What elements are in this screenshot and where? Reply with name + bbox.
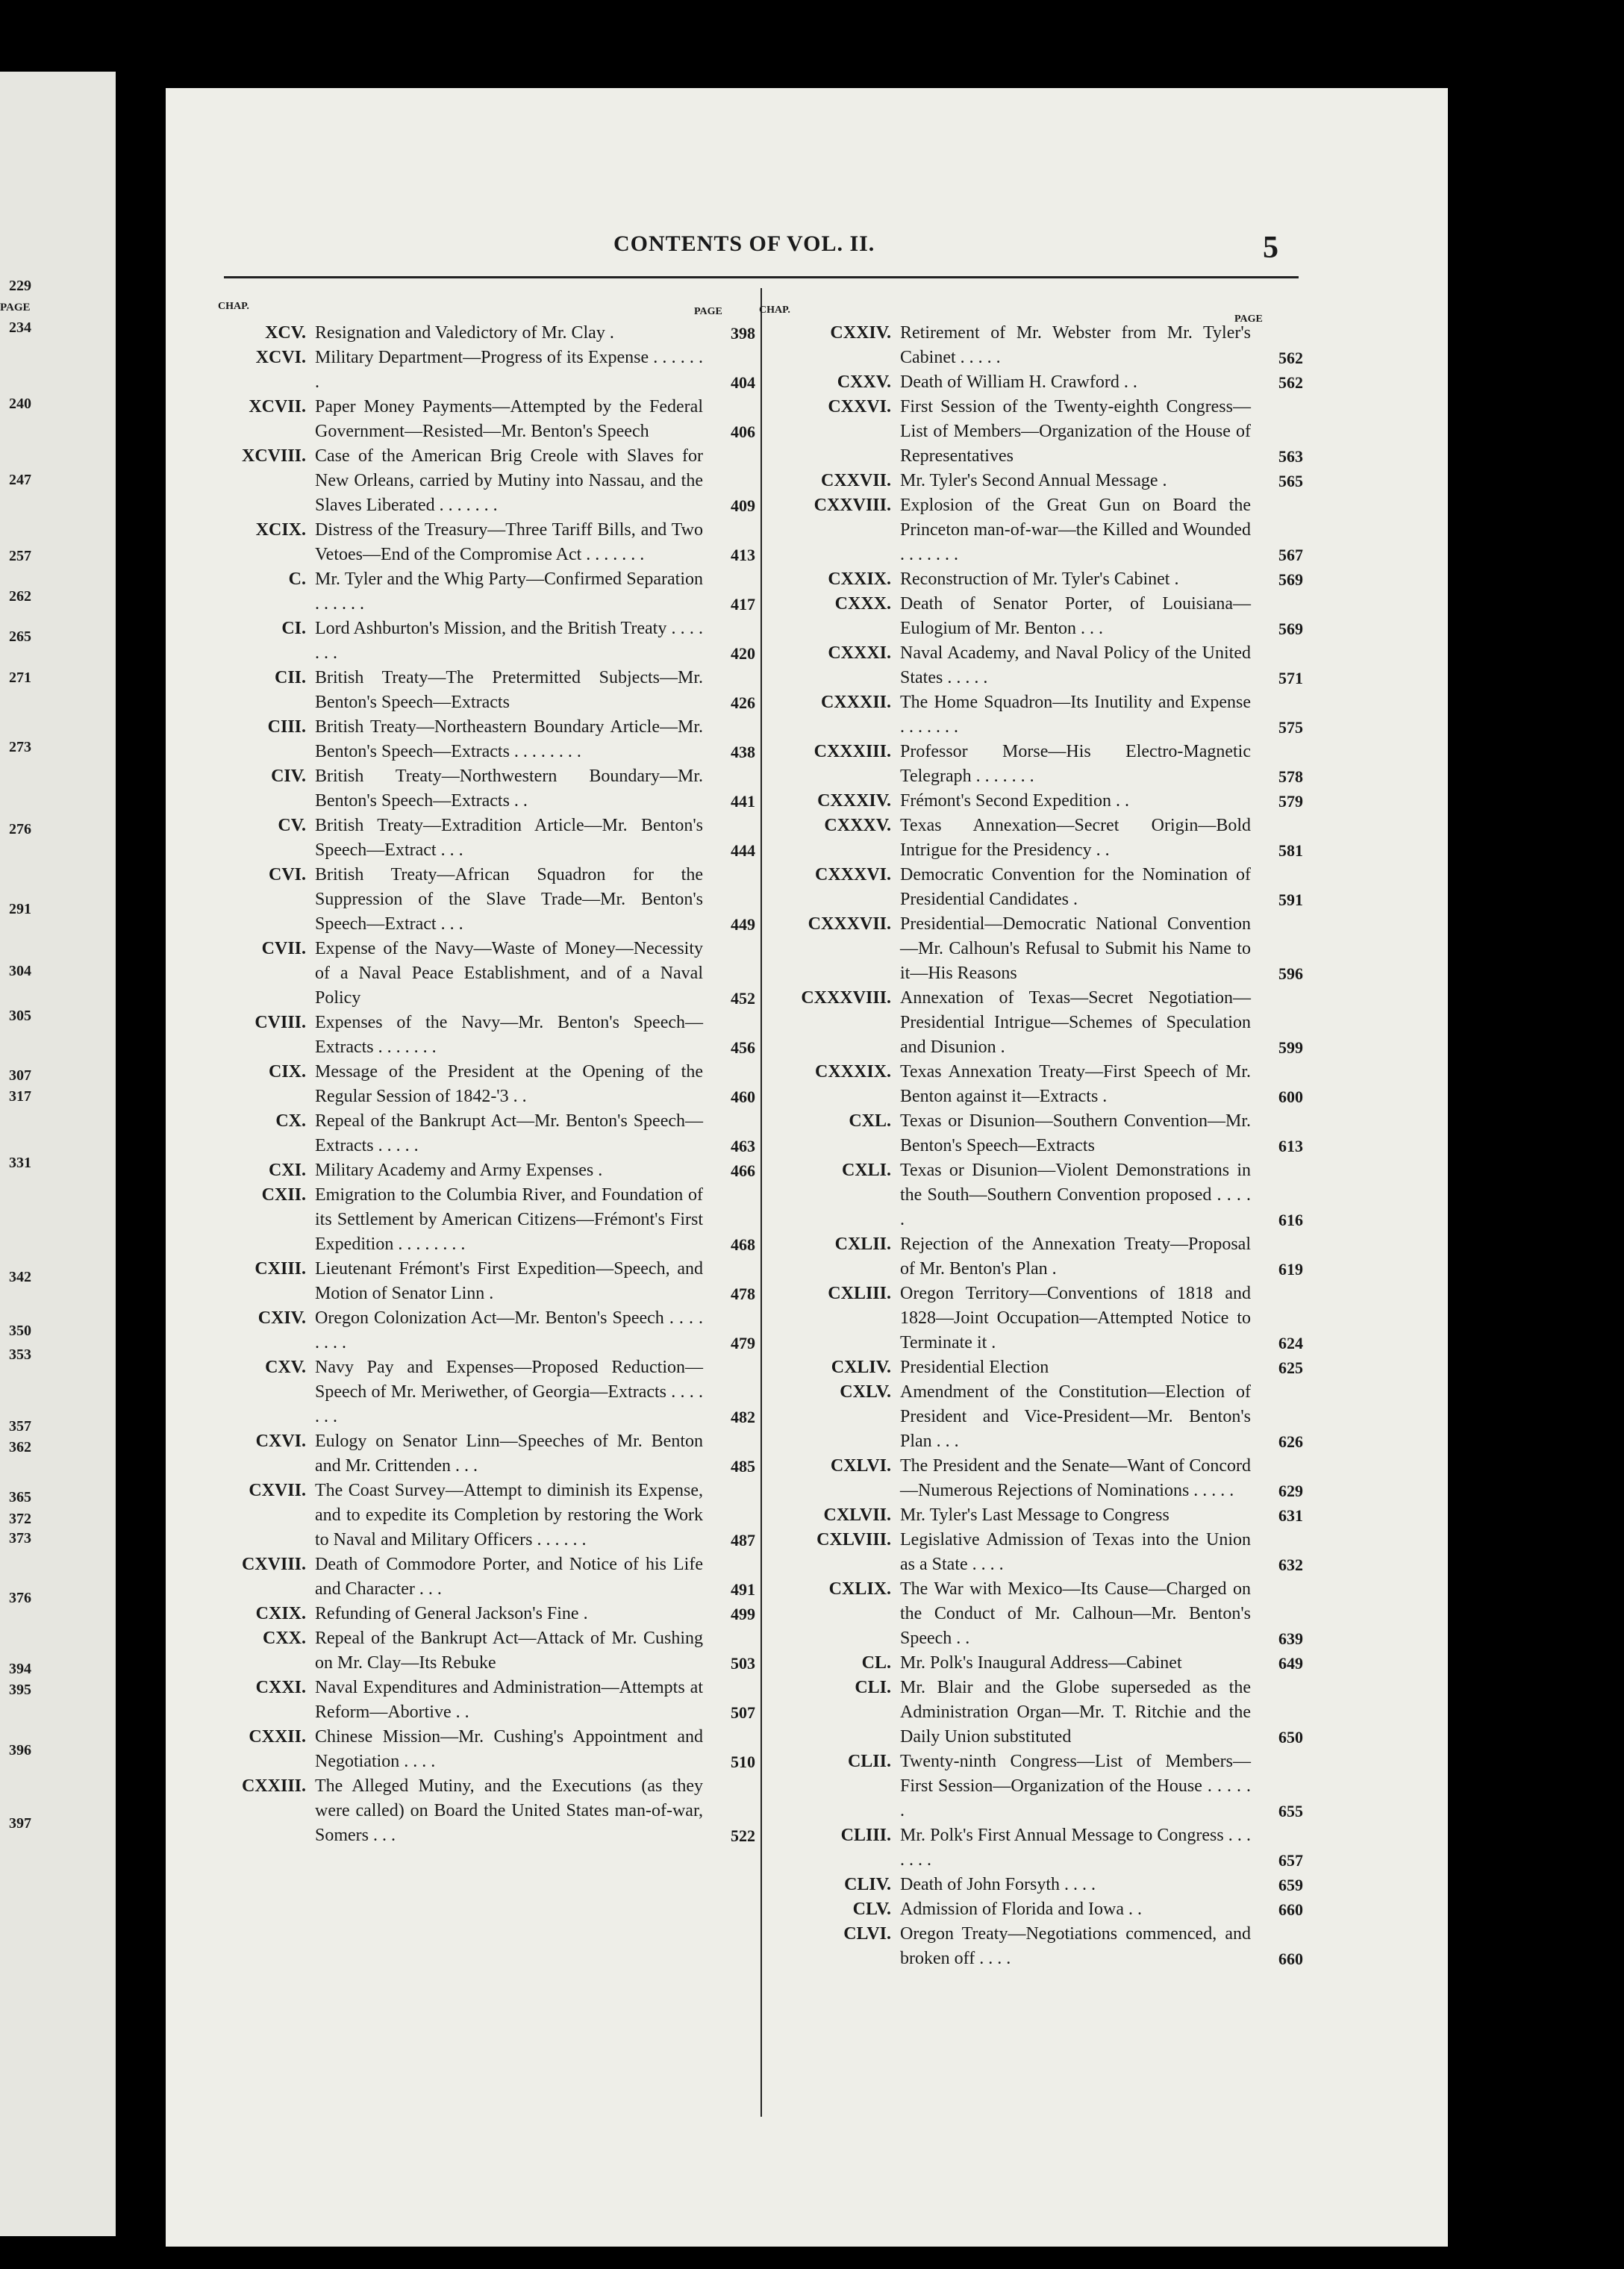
facing-page-number: 257: [9, 548, 31, 564]
chapter-title: Repeal of the Bankrupt Act—Attack of Mr. Cushing on Mr. Clay—Its Rebuke: [315, 1629, 703, 1673]
chapter-page: 660: [1278, 1900, 1303, 1919]
left-contents-column: [175, 321, 755, 1848]
chapter-number: CXXIX.: [828, 569, 891, 589]
chapter-title: Expenses of the Navy—Mr. Benton's Speech—Extracts . . . . . . .: [315, 1013, 703, 1057]
chapter-page: 438: [731, 743, 755, 761]
contents-entry: [757, 1676, 1303, 1750]
chapter-title: Mr. Tyler's Last Message to Congress: [900, 1505, 1169, 1525]
facing-page-number: 372: [9, 1511, 31, 1527]
chapter-page: 491: [731, 1580, 755, 1599]
facing-page-number: 276: [9, 821, 31, 837]
chapter-page: 485: [731, 1457, 755, 1476]
chapter-page: 629: [1278, 1482, 1303, 1500]
chapter-page: 567: [1278, 546, 1303, 564]
chapter-title: The President and the Senate—Want of Concord—Numerous Rejections of Nominations . . . . .: [900, 1456, 1251, 1500]
chapter-page: 499: [731, 1605, 755, 1623]
chapter-number: CXLII.: [834, 1235, 891, 1254]
facing-page-number: 394: [9, 1661, 31, 1677]
chapter-page: 468: [731, 1235, 755, 1254]
contents-entry: [757, 641, 1303, 690]
chapter-number: XCIX.: [255, 520, 306, 540]
contents-entry: [757, 1823, 1303, 1873]
contents-entry: [175, 666, 755, 715]
chapter-number: CXII.: [261, 1185, 306, 1205]
chapter-number: CXXXVIII.: [801, 988, 891, 1008]
contents-entry: [175, 1676, 755, 1725]
chapter-page: 624: [1278, 1334, 1303, 1352]
chapter-number: CXLIX.: [828, 1579, 891, 1599]
chapter-title: Retirement of Mr. Webster from Mr. Tyler's Cabinet . . . . .: [900, 323, 1251, 367]
chapter-title: Death of Senator Porter, of Louisiana—Eulogium of Mr. Benton . . .: [900, 594, 1251, 638]
facing-page-number: 350: [9, 1323, 31, 1339]
facing-page-number: 307: [9, 1067, 31, 1084]
chapter-page: 565: [1278, 472, 1303, 490]
chapter-title: Rejection of the Annexation Treaty—Proposal of Mr. Benton's Plan .: [900, 1235, 1251, 1279]
chapter-title: Military Academy and Army Expenses .: [315, 1161, 603, 1180]
facing-page-number: 265: [9, 628, 31, 645]
chapter-number: CXXXIX.: [815, 1062, 891, 1082]
chapter-number: CLIII.: [840, 1826, 891, 1845]
chapter-title: British Treaty—Northeastern Boundary Article—Mr. Benton's Speech—Extracts . . . . . . . .: [315, 717, 703, 761]
chapter-title: Oregon Territory—Conventions of 1818 and 1828—Joint Occupation—Attempted Notice to Terminate it .: [900, 1284, 1251, 1352]
contents-entry: [757, 912, 1303, 986]
chapter-title: British Treaty—African Squadron for the Suppression of the Slave Trade—Mr. Benton's Speech—Extract . . .: [315, 865, 703, 934]
chapter-page: 659: [1278, 1876, 1303, 1894]
chapter-number: CXXXV.: [824, 816, 891, 835]
facing-page-number: 273: [9, 739, 31, 755]
contents-page: [166, 88, 1448, 2247]
chapter-number: CXLVII.: [823, 1505, 891, 1525]
contents-entry: [757, 1922, 1303, 1971]
chapter-page: 619: [1278, 1260, 1303, 1279]
chapter-title: Amendment of the Constitution—Election of President and Vice-President—Mr. Benton's Plan . . .: [900, 1382, 1251, 1451]
chapter-number: CXLI.: [841, 1161, 891, 1180]
chapter-page: 632: [1278, 1555, 1303, 1574]
chapter-title: Refunding of General Jackson's Fine .: [315, 1604, 588, 1623]
contents-entry: [175, 1011, 755, 1060]
chapter-page: 452: [731, 989, 755, 1008]
contents-entry: [757, 1651, 1303, 1676]
contents-entry: [175, 1355, 755, 1429]
contents-entry: [175, 1306, 755, 1355]
chapter-title: Death of William H. Crawford . .: [900, 372, 1137, 392]
chapter-title: Mr. Polk's Inaugural Address—Cabinet: [900, 1653, 1182, 1673]
contents-entry: [757, 1232, 1303, 1282]
chapter-page: 655: [1278, 1802, 1303, 1820]
chapter-title: Naval Academy, and Naval Policy of the United States . . . . .: [900, 643, 1251, 687]
chapter-number: XCVIII.: [241, 446, 306, 466]
chapter-number: CXX.: [263, 1629, 306, 1648]
contents-entry: [757, 1873, 1303, 1897]
facing-page-header: PAGE: [0, 302, 31, 313]
chapter-page: 569: [1278, 570, 1303, 589]
chapter-page: 613: [1278, 1137, 1303, 1155]
contents-entry: [757, 469, 1303, 493]
chapter-number: CXIII.: [254, 1259, 306, 1279]
contents-entry: [757, 740, 1303, 789]
chapter-number: CXV.: [265, 1358, 306, 1377]
header-rule: [224, 276, 1299, 278]
chapter-page: 626: [1278, 1432, 1303, 1451]
chapter-page: 463: [731, 1137, 755, 1155]
chapter-number: CXLV.: [840, 1382, 891, 1402]
chapter-title: Navy Pay and Expenses—Proposed Reduction—Speech of Mr. Meriwether, of Georgia—Extracts . . . . . . .: [315, 1358, 703, 1426]
contents-entry: [175, 321, 755, 346]
contents-entry: [175, 1060, 755, 1109]
contents-entry: [757, 1750, 1303, 1823]
chapter-number: CXLVIII.: [816, 1530, 891, 1549]
right-page-header: PAGE: [1234, 313, 1263, 325]
chapter-title: Texas or Disunion—Violent Demonstrations in the South—Southern Convention proposed . . . . .: [900, 1161, 1251, 1229]
contents-entry: [757, 1577, 1303, 1651]
facing-page-number: 291: [9, 901, 31, 917]
chapter-number: CXLVI.: [830, 1456, 891, 1476]
contents-entry: [175, 814, 755, 863]
chapter-title: Mr. Tyler and the Whig Party—Confirmed Separation . . . . . .: [315, 569, 703, 614]
contents-entry: [175, 567, 755, 617]
chapter-title: Reconstruction of Mr. Tyler's Cabinet .: [900, 569, 1179, 589]
facing-page-number: 373: [9, 1530, 31, 1547]
chapter-title: The Home Squadron—Its Inutility and Expense . . . . . . .: [900, 693, 1251, 737]
chapter-page: 449: [731, 915, 755, 934]
page-title: CONTENTS OF VOL. II.: [613, 231, 875, 256]
contents-entry: [757, 395, 1303, 469]
chapter-number: XCVII.: [249, 397, 306, 416]
chapter-title: Lord Ashburton's Mission, and the British Treaty . . . . . . .: [315, 619, 703, 663]
chapter-page: 616: [1278, 1211, 1303, 1229]
left-chap-header: CHAP.: [218, 301, 249, 312]
chapter-page: 571: [1278, 669, 1303, 687]
facing-page-number: 365: [9, 1489, 31, 1505]
chapter-number: CXXV.: [837, 372, 891, 392]
chapter-page: 563: [1278, 447, 1303, 466]
chapter-title: British Treaty—Extradition Article—Mr. Benton's Speech—Extract . . .: [315, 816, 703, 860]
chapter-number: CXXVII.: [820, 471, 891, 490]
chapter-page: 456: [731, 1038, 755, 1057]
right-contents-column: [757, 321, 1303, 1971]
chapter-title: Paper Money Payments—Attempted by the Federal Government—Resisted—Mr. Benton's Speech: [315, 397, 703, 441]
contents-entry: [175, 617, 755, 666]
chapter-title: Mr. Polk's First Annual Message to Congress . . . . . . .: [900, 1826, 1251, 1870]
chapter-number: CXXXIII.: [813, 742, 891, 761]
chapter-number: CXVI.: [255, 1432, 306, 1451]
chapter-page: 575: [1278, 718, 1303, 737]
chapter-title: Message of the President at the Opening of the Regular Session of 1842-'3 . .: [315, 1062, 703, 1106]
contents-entry: [757, 986, 1303, 1060]
facing-page-number: 240: [9, 396, 31, 412]
chapter-title: Presidential Election: [900, 1358, 1049, 1377]
chapter-number: CXXVIII.: [813, 496, 891, 515]
contents-entry: [757, 1528, 1303, 1577]
chapter-number: CV.: [278, 816, 306, 835]
chapter-page: 413: [731, 546, 755, 564]
chapter-title: Case of the American Brig Creole with Slaves for New Orleans, carried by Mutiny into Nassau, and the Slaves Liberated . . . . . . .: [315, 446, 703, 515]
chapter-number: C.: [288, 569, 306, 589]
contents-entry: [757, 1158, 1303, 1232]
facing-page-number: 395: [9, 1682, 31, 1698]
chapter-page: 569: [1278, 619, 1303, 638]
facing-page-number: 304: [9, 963, 31, 979]
chapter-number: CXVII.: [249, 1481, 306, 1500]
chapter-title: Explosion of the Great Gun on Board the Princeton man-of-war—the Killed and Wounded . . . . . . .: [900, 496, 1251, 564]
chapter-page: 581: [1278, 841, 1303, 860]
facing-page-edge: [0, 72, 116, 2236]
facing-page-number: 362: [9, 1439, 31, 1455]
chapter-title: Texas Annexation—Secret Origin—Bold Intrigue for the Presidency . .: [900, 816, 1251, 860]
chapter-title: First Session of the Twenty-eighth Congress—List of Members—Organization of the House of Representatives: [900, 397, 1251, 466]
contents-entry: [757, 1454, 1303, 1503]
contents-entry: [175, 444, 755, 518]
chapter-number: CXLIII.: [828, 1284, 891, 1303]
chapter-number: CIII.: [267, 717, 306, 737]
chapter-page: 562: [1278, 349, 1303, 367]
chapter-title: Chinese Mission—Mr. Cushing's Appointment and Negotiation . . . .: [315, 1727, 703, 1771]
facing-page-number: 234: [9, 319, 31, 336]
chapter-title: Expense of the Navy—Waste of Money—Necessity of a Naval Peace Establishment, and of a Naval Policy: [315, 939, 703, 1008]
chapter-number: CXL.: [849, 1111, 891, 1131]
facing-page-number: 396: [9, 1742, 31, 1758]
facing-page-number: 317: [9, 1088, 31, 1105]
chapter-title: Presidential—Democratic National Convention—Mr. Calhoun's Refusal to Submit his Name to it—His Reasons: [900, 914, 1251, 983]
chapter-page: 503: [731, 1654, 755, 1673]
chapter-page: 625: [1278, 1358, 1303, 1377]
chapter-page: 600: [1278, 1087, 1303, 1106]
chapter-number: CXXVI.: [828, 397, 891, 416]
chapter-page: 426: [731, 693, 755, 712]
chapter-number: CVIII.: [254, 1013, 306, 1032]
chapter-page: 420: [731, 644, 755, 663]
chapter-title: Texas Annexation Treaty—First Speech of Mr. Benton against it—Extracts .: [900, 1062, 1251, 1106]
chapter-number: CXVIII.: [241, 1555, 306, 1574]
chapter-number: CI.: [281, 619, 306, 638]
chapter-title: Texas or Disunion—Southern Convention—Mr. Benton's Speech—Extracts: [900, 1111, 1251, 1155]
facing-page-number: 305: [9, 1008, 31, 1024]
chapter-page: 649: [1278, 1654, 1303, 1673]
chapter-page: 579: [1278, 792, 1303, 811]
contents-entry: [757, 789, 1303, 814]
facing-page-number: 229: [9, 278, 31, 294]
chapter-title: Annexation of Texas—Secret Negotiation—Presidential Intrigue—Schemes of Speculation and Disunion .: [900, 988, 1251, 1057]
chapter-page: 596: [1278, 964, 1303, 983]
chapter-title: The Alleged Mutiny, and the Executions (as they were called) on Board the United States man-of-war, Somers . . .: [315, 1776, 703, 1845]
contents-entry: [175, 1158, 755, 1183]
chapter-page: 406: [731, 422, 755, 441]
chapter-title: Mr. Tyler's Second Annual Message .: [900, 471, 1167, 490]
chapter-number: CXXI.: [255, 1678, 306, 1697]
chapter-number: CXXX.: [834, 594, 891, 614]
chapter-title: British Treaty—The Pretermitted Subjects—Mr. Benton's Speech—Extracts: [315, 668, 703, 712]
contents-entry: [757, 1355, 1303, 1380]
chapter-page: 562: [1278, 373, 1303, 392]
chapter-page: 482: [731, 1408, 755, 1426]
chapter-title: Twenty-ninth Congress—List of Members—First Session—Organization of the House . . . . . .: [900, 1752, 1251, 1820]
chapter-number: CXIX.: [255, 1604, 306, 1623]
chapter-number: CXXXVII.: [808, 914, 891, 934]
contents-entry: [175, 1774, 755, 1848]
contents-entry: [175, 715, 755, 764]
contents-entry: [175, 937, 755, 1011]
facing-page-number: 376: [9, 1590, 31, 1606]
chapter-page: 417: [731, 595, 755, 614]
chapter-number: CLV.: [852, 1900, 891, 1919]
chapter-title: Military Department—Progress of its Expense . . . . . . .: [315, 348, 703, 392]
contents-entry: [175, 1602, 755, 1626]
chapter-title: Admission of Florida and Iowa . .: [900, 1900, 1142, 1919]
chapter-page: 466: [731, 1161, 755, 1180]
contents-entry: [175, 863, 755, 937]
chapter-number: CX.: [275, 1111, 306, 1131]
contents-entry: [757, 1109, 1303, 1158]
chapter-title: Emigration to the Columbia River, and Foundation of its Settlement by American Citizens—Frémont's First Expedition . . . . . . . .: [315, 1185, 703, 1254]
chapter-title: The War with Mexico—Its Cause—Charged on the Conduct of Mr. Calhoun—Mr. Benton's Speech . .: [900, 1579, 1251, 1648]
chapter-page: 507: [731, 1703, 755, 1722]
chapter-number: CIX.: [268, 1062, 306, 1082]
facing-page-number: 331: [9, 1155, 31, 1171]
contents-entry: [175, 1626, 755, 1676]
chapter-number: CXXIV.: [830, 323, 891, 343]
chapter-title: Naval Expenditures and Administration—Attempts at Reform—Abortive . .: [315, 1678, 703, 1722]
chapter-page: 460: [731, 1087, 755, 1106]
contents-entry: [757, 592, 1303, 641]
chapter-title: British Treaty—Northwestern Boundary—Mr. Benton's Speech—Extracts . .: [315, 767, 703, 811]
chapter-title: Distress of the Treasury—Three Tariff Bills, and Two Vetoes—End of the Compromise Act . . . . . . .: [315, 520, 703, 564]
contents-entry: [757, 863, 1303, 912]
contents-entry: [757, 1503, 1303, 1528]
facing-page-number: 262: [9, 588, 31, 605]
contents-entry: [757, 690, 1303, 740]
facing-page-number: 247: [9, 472, 31, 488]
contents-entry: [175, 518, 755, 567]
chapter-page: 657: [1278, 1851, 1303, 1870]
chapter-title: Oregon Colonization Act—Mr. Benton's Speech . . . . . . . .: [315, 1308, 703, 1352]
chapter-title: Death of Commodore Porter, and Notice of his Life and Character . . .: [315, 1555, 703, 1599]
contents-entry: [757, 321, 1303, 370]
chapter-title: Professor Morse—His Electro-Magnetic Telegraph . . . . . . .: [900, 742, 1251, 786]
chapter-number: CL.: [861, 1653, 891, 1673]
contents-entry: [175, 1725, 755, 1774]
chapter-number: CII.: [274, 668, 306, 687]
chapter-page: 650: [1278, 1728, 1303, 1747]
chapter-number: CLII.: [847, 1752, 891, 1771]
chapter-number: CXI.: [268, 1161, 306, 1180]
page-number: 5: [1263, 231, 1278, 265]
chapter-page: 404: [731, 373, 755, 392]
chapter-title: Repeal of the Bankrupt Act—Mr. Benton's Speech—Extracts . . . . .: [315, 1111, 703, 1155]
contents-entry: [175, 1429, 755, 1479]
chapter-page: 631: [1278, 1506, 1303, 1525]
contents-entry: [175, 1479, 755, 1552]
chapter-page: 599: [1278, 1038, 1303, 1057]
chapter-number: XCVI.: [255, 348, 306, 367]
chapter-title: Democratic Convention for the Nomination of Presidential Candidates .: [900, 865, 1251, 909]
chapter-number: CXXXI.: [828, 643, 891, 663]
facing-page-number: 357: [9, 1418, 31, 1435]
chapter-number: CXLIV.: [831, 1358, 891, 1377]
chapter-page: 591: [1278, 890, 1303, 909]
chapter-number: CXXXII.: [820, 693, 891, 712]
chapter-page: 441: [731, 792, 755, 811]
chapter-number: CIV.: [271, 767, 306, 786]
contents-entry: [757, 1282, 1303, 1355]
chapter-page: 487: [731, 1531, 755, 1549]
contents-entry: [175, 1257, 755, 1306]
chapter-number: CXXXVI.: [815, 865, 891, 884]
contents-entry: [175, 346, 755, 395]
facing-page-number: 271: [9, 670, 31, 686]
chapter-title: Frémont's Second Expedition . .: [900, 791, 1129, 811]
contents-entry: [175, 395, 755, 444]
chapter-page: 578: [1278, 767, 1303, 786]
contents-entry: [757, 1060, 1303, 1109]
chapter-number: CLI.: [855, 1678, 891, 1697]
contents-entry: [757, 493, 1303, 567]
contents-entry: [175, 764, 755, 814]
contents-entry: [757, 814, 1303, 863]
chapter-number: CXXIII.: [241, 1776, 306, 1796]
chapter-number: CVII.: [261, 939, 306, 958]
chapter-title: Mr. Blair and the Globe superseded as the Administration Organ—Mr. T. Ritchie and the Daily Union substituted: [900, 1678, 1251, 1747]
facing-page-number: 353: [9, 1346, 31, 1363]
contents-entry: [757, 567, 1303, 592]
chapter-number: CLIV.: [844, 1875, 891, 1894]
contents-entry: [757, 1380, 1303, 1454]
chapter-page: 510: [731, 1753, 755, 1771]
chapter-title: Lieutenant Frémont's First Expedition—Speech, and Motion of Senator Linn .: [315, 1259, 703, 1303]
facing-page-number: 342: [9, 1269, 31, 1285]
chapter-title: Eulogy on Senator Linn—Speeches of Mr. Benton and Mr. Crittenden . . .: [315, 1432, 703, 1476]
chapter-title: Resignation and Valedictory of Mr. Clay .: [315, 323, 614, 343]
left-page-header: PAGE: [694, 306, 722, 317]
contents-entry: [757, 1897, 1303, 1922]
chapter-page: 639: [1278, 1629, 1303, 1648]
chapter-title: Legislative Admission of Texas into the Union as a State . . . .: [900, 1530, 1251, 1574]
contents-entry: [175, 1109, 755, 1158]
contents-entry: [175, 1552, 755, 1602]
chapter-number: CXIV.: [257, 1308, 306, 1328]
chapter-title: The Coast Survey—Attempt to diminish its Expense, and to expedite its Completion by restoring the Work to Naval and Military Officers . . . . . .: [315, 1481, 703, 1549]
chapter-page: 479: [731, 1334, 755, 1352]
chapter-number: XCV.: [265, 323, 306, 343]
chapter-page: 444: [731, 841, 755, 860]
chapter-number: CLVI.: [843, 1924, 891, 1944]
chapter-title: Oregon Treaty—Negotiations commenced, and broken off . . . .: [900, 1924, 1251, 1968]
facing-page-number: 397: [9, 1815, 31, 1832]
chapter-page: 398: [731, 324, 755, 343]
chapter-page: 660: [1278, 1950, 1303, 1968]
chapter-number: CXXXIV.: [817, 791, 891, 811]
chapter-page: 522: [731, 1826, 755, 1845]
chapter-number: CVI.: [268, 865, 306, 884]
chapter-page: 478: [731, 1285, 755, 1303]
chapter-page: 409: [731, 496, 755, 515]
chapter-number: CXXII.: [249, 1727, 306, 1747]
contents-entry: [757, 370, 1303, 395]
chapter-title: Death of John Forsyth . . . .: [900, 1875, 1096, 1894]
contents-entry: [175, 1183, 755, 1257]
right-chap-header: CHAP.: [759, 305, 790, 316]
